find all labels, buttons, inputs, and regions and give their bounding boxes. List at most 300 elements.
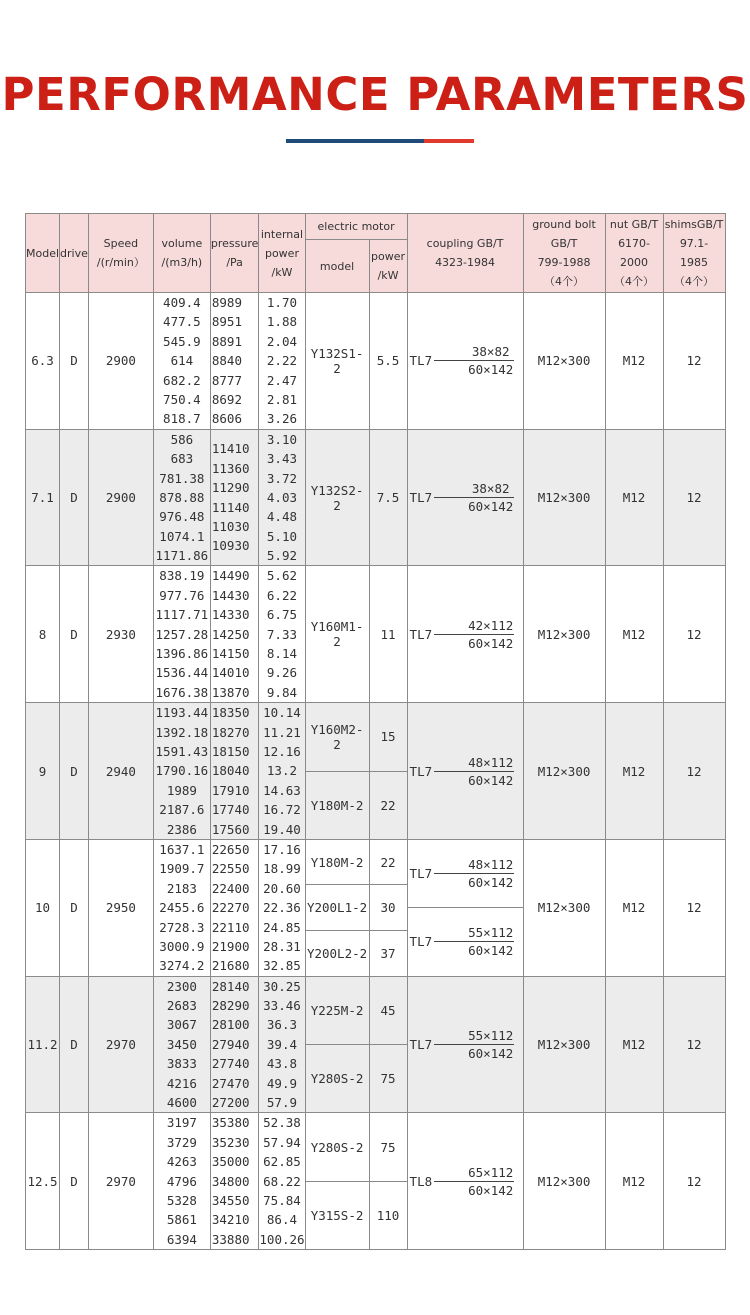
- coupling-type: TL7: [409, 1037, 433, 1053]
- internal-power-cell-value: 24.85: [263, 919, 301, 935]
- volume-cell-value: 1074.1: [159, 528, 205, 544]
- coupling-denominator: 60×142: [468, 362, 514, 378]
- ground-bolt-cell: M12×300: [523, 839, 605, 976]
- speed-cell: 2970: [88, 976, 153, 1113]
- pressure-cell-stack: [211, 703, 259, 839]
- nut-cell: M12: [605, 839, 663, 976]
- pressure-cell-value: 11290: [211, 480, 250, 496]
- volume-cell-value: 1989: [166, 782, 197, 798]
- drive-cell: D: [60, 1113, 89, 1250]
- volume-cell: [153, 1113, 210, 1250]
- motor-power: 15: [369, 703, 407, 771]
- drive-cell: D: [60, 566, 89, 703]
- volume-cell-value: 2300: [166, 978, 197, 994]
- motor-model: [305, 293, 369, 430]
- pressure-cell: [210, 566, 259, 703]
- volume-cell-value: 977.76: [159, 587, 205, 603]
- coupling-denominator: 60×142: [468, 943, 514, 959]
- internal-power-cell-value: 19.40: [263, 821, 301, 837]
- pressure-cell-value: 17740: [211, 802, 250, 818]
- volume-cell-value: 1257.28: [155, 626, 209, 642]
- speed-cell: 2970: [88, 1113, 153, 1250]
- volume-cell-value: 3833: [166, 1056, 197, 1072]
- volume-cell-value: 750.4: [163, 391, 201, 407]
- pressure-cell-value: 34800: [211, 1173, 250, 1189]
- volume-cell-value: 2683: [166, 998, 197, 1014]
- coupling-denominator: 60×142: [468, 772, 514, 788]
- coupling-numerator: 42×112: [434, 618, 514, 635]
- pressure-cell-stack: [211, 977, 259, 1113]
- pressure-cell-value: 14490: [211, 568, 250, 584]
- pressure-cell-value: 18270: [211, 724, 250, 740]
- parameters-body: [26, 293, 726, 1250]
- pressure-cell-value: 8777: [211, 372, 242, 388]
- pressure-cell-value: 11410: [211, 441, 250, 457]
- internal-power-cell-value: 7.33: [266, 626, 298, 642]
- motor-model: [305, 1113, 369, 1181]
- motor-model: [305, 931, 369, 977]
- internal-power-cell-value: 3.43: [266, 451, 298, 467]
- speed-cell: 2950: [88, 839, 153, 976]
- internal-power-cell: [259, 1113, 305, 1250]
- coupling-fraction: [434, 1165, 514, 1198]
- title-divider-red: [424, 139, 474, 143]
- internal-power-cell: [259, 566, 305, 703]
- pressure-cell-value: 27470: [211, 1075, 250, 1091]
- volume-cell-value: 477.5: [163, 314, 201, 330]
- pressure-cell-value: 21680: [211, 958, 250, 974]
- shims-cell: 12: [663, 566, 725, 703]
- motor-model-line: Y160M1-: [310, 619, 364, 635]
- coupling-fraction: [434, 1028, 514, 1061]
- coupling-type: TL7: [409, 490, 433, 506]
- drive-cell: D: [60, 839, 89, 976]
- internal-power-cell-value: 14.63: [263, 782, 301, 798]
- volume-cell-value: 2455.6: [159, 900, 205, 916]
- volume-cell-value: 614: [170, 353, 194, 369]
- internal-power-cell-stack: [259, 703, 304, 839]
- volume-cell-value: 2183: [166, 880, 197, 896]
- coupling-type: TL7: [409, 934, 433, 950]
- speed-cell: 2900: [88, 429, 153, 566]
- internal-power-cell-value: 2.81: [266, 391, 298, 407]
- header-drive: drive: [60, 214, 89, 293]
- volume-cell-stack: [154, 293, 210, 429]
- volume-cell-value: 1193.44: [155, 705, 209, 721]
- drive-cell: D: [60, 429, 89, 566]
- volume-cell-value: 2728.3: [159, 919, 205, 935]
- coupling-cell: [407, 976, 523, 1113]
- volume-cell-value: 4216: [166, 1075, 197, 1091]
- motor-model: [305, 1045, 369, 1113]
- motor-model: [305, 429, 369, 566]
- table-row: [26, 703, 726, 771]
- volume-cell-stack: [154, 840, 210, 976]
- pressure-cell-value: 8692: [211, 391, 242, 407]
- internal-power-cell-stack: [259, 293, 304, 429]
- internal-power-cell-value: 49.9: [266, 1075, 298, 1091]
- internal-power-cell-value: 2.22: [266, 353, 298, 369]
- volume-cell-value: 781.38: [159, 470, 205, 486]
- internal-power-cell-value: 5.62: [266, 568, 298, 584]
- motor-model: [305, 703, 369, 771]
- internal-power-cell-value: 5.92: [266, 548, 298, 564]
- internal-power-cell: [259, 976, 305, 1113]
- pressure-cell-value: 18350: [211, 705, 250, 721]
- coupling-numerator: 55×112: [434, 925, 514, 942]
- motor-model-line: Y160M2-: [310, 721, 364, 737]
- pressure-cell-value: 8840: [211, 353, 242, 369]
- internal-power-cell-value: 16.72: [263, 802, 301, 818]
- volume-cell-value: 1676.38: [155, 684, 209, 700]
- coupling-cell: [407, 293, 523, 430]
- header-coupling: coupling GB/T 4323-1984: [407, 214, 523, 293]
- motor-model-line: Y280S-2: [310, 1071, 364, 1087]
- pressure-cell: [210, 293, 259, 430]
- motor-model: [305, 771, 369, 839]
- pressure-cell-value: 17910: [211, 782, 250, 798]
- nut-cell: M12: [605, 293, 663, 430]
- volume-cell-value: 2386: [166, 821, 197, 837]
- motor-power: 11: [369, 566, 407, 703]
- ground-bolt-cell: M12×300: [523, 293, 605, 430]
- volume-cell-value: 3729: [166, 1134, 197, 1150]
- volume-cell-value: 3000.9: [159, 938, 205, 954]
- internal-power-cell-value: 39.4: [266, 1036, 298, 1052]
- motor-model-line: Y200L2-2: [306, 945, 368, 961]
- coupling-type: TL7: [409, 626, 433, 642]
- header-pressure: pressure /Pa: [210, 214, 259, 293]
- header-internal-power: internal power /kW: [259, 214, 305, 293]
- table-row: [26, 293, 726, 430]
- volume-cell-value: 3197: [166, 1115, 197, 1131]
- header-electric-motor: electric motor: [305, 214, 407, 240]
- internal-power-cell-stack: [259, 840, 304, 976]
- header-motor-power: power /kW: [369, 240, 407, 293]
- internal-power-cell-value: 6.22: [266, 587, 298, 603]
- pressure-cell: [210, 839, 259, 976]
- pressure-cell-value: 22270: [211, 900, 250, 916]
- coupling-type: TL7: [409, 353, 433, 369]
- pressure-cell-value: 8606: [211, 411, 242, 427]
- motor-model-line: 2: [333, 497, 341, 513]
- volume-cell-value: 1637.1: [159, 841, 205, 857]
- volume-cell-value: 5328: [166, 1192, 197, 1208]
- internal-power-cell-value: 33.46: [263, 998, 301, 1014]
- coupling-denominator: 60×142: [468, 1046, 514, 1062]
- pressure-cell-value: 8891: [211, 333, 242, 349]
- volume-cell-value: 409.4: [163, 295, 201, 310]
- motor-model-line: 2: [333, 634, 341, 650]
- shims-cell: 12: [663, 976, 725, 1113]
- pressure-cell-value: 27940: [211, 1036, 250, 1052]
- volume-cell-value: 3067: [166, 1017, 197, 1033]
- model-cell: 12.5: [26, 1113, 60, 1250]
- pressure-cell-value: 35380: [211, 1115, 250, 1131]
- coupling-type: TL7: [409, 763, 433, 779]
- pressure-cell-value: 8951: [211, 314, 242, 330]
- coupling-numerator: 48×112: [434, 755, 514, 772]
- internal-power-cell-value: 2.47: [266, 372, 298, 388]
- pressure-cell: [210, 429, 259, 566]
- shims-cell: 12: [663, 703, 725, 840]
- page-title: PERFORMANCE PARAMETERS: [1, 68, 749, 121]
- speed-cell: 2940: [88, 703, 153, 840]
- internal-power-cell-value: 6.75: [266, 607, 298, 623]
- motor-model-line: 2: [333, 736, 341, 752]
- volume-cell-value: 5861: [166, 1212, 197, 1228]
- coupling-type: TL8: [409, 1173, 433, 1189]
- pressure-cell-value: 14150: [211, 646, 250, 662]
- volume-cell: [153, 839, 210, 976]
- internal-power-cell-value: 36.3: [266, 1017, 298, 1033]
- pressure-cell-value: 14330: [211, 607, 250, 623]
- volume-cell-value: 818.7: [163, 411, 201, 427]
- speed-cell: 2900: [88, 293, 153, 430]
- internal-power-cell-value: 9.84: [266, 684, 298, 700]
- volume-cell: [153, 566, 210, 703]
- nut-cell: M12: [605, 566, 663, 703]
- motor-power: 5.5: [369, 293, 407, 430]
- internal-power-cell-value: 4.48: [266, 509, 298, 525]
- model-cell: 6.3: [26, 293, 60, 430]
- coupling-cell: [407, 703, 523, 840]
- table-row: [26, 566, 726, 703]
- shims-cell: 12: [663, 839, 725, 976]
- internal-power-cell-value: 3.72: [266, 470, 298, 486]
- internal-power-cell-value: 57.9: [266, 1095, 298, 1111]
- pressure-cell-value: 35000: [211, 1154, 250, 1170]
- coupling-cell: [407, 566, 523, 703]
- internal-power-cell-value: 43.8: [266, 1056, 298, 1072]
- parameters-table: [25, 213, 726, 1250]
- model-cell: 9: [26, 703, 60, 840]
- ground-bolt-cell: M12×300: [523, 566, 605, 703]
- ground-bolt-cell: M12×300: [523, 429, 605, 566]
- motor-power: 37: [369, 931, 407, 977]
- ground-bolt-cell: M12×300: [523, 976, 605, 1113]
- motor-model-line: Y280S-2: [310, 1139, 364, 1155]
- motor-power: 22: [369, 771, 407, 839]
- internal-power-cell-value: 18.99: [263, 861, 301, 877]
- internal-power-cell: [259, 429, 305, 566]
- coupling-fraction: [434, 344, 514, 377]
- coupling-numerator: 38×82: [434, 481, 514, 498]
- pressure-cell-stack: [211, 439, 259, 555]
- pressure-cell-value: 22110: [211, 919, 250, 935]
- motor-power: 45: [369, 976, 407, 1044]
- model-cell: 11.2: [26, 976, 60, 1113]
- pressure-cell: [210, 1113, 259, 1250]
- pressure-cell-value: 22400: [211, 880, 250, 896]
- volume-cell-value: 545.9: [163, 333, 201, 349]
- pressure-cell: [210, 976, 259, 1113]
- coupling-denominator: 60×142: [468, 1182, 514, 1198]
- motor-model-line: Y200L1-2: [306, 900, 368, 916]
- internal-power-cell-value: 22.36: [263, 900, 301, 916]
- table-row: [26, 1113, 726, 1181]
- pressure-cell-value: 28100: [211, 1017, 250, 1033]
- motor-model-line: Y132S1-: [310, 345, 364, 361]
- header-volume: volume /(m3/h): [153, 214, 210, 293]
- coupling-denominator: 60×142: [468, 875, 514, 891]
- pressure-cell-value: 14430: [211, 587, 250, 603]
- header-ground-bolt: ground bolt GB/T 799-1988 （4个）: [523, 214, 605, 293]
- title-divider-blue: [286, 139, 424, 143]
- internal-power-cell-value: 12.16: [263, 743, 301, 759]
- pressure-cell-value: 11140: [211, 499, 250, 515]
- volume-cell-value: 4600: [166, 1095, 197, 1111]
- motor-power: 75: [369, 1113, 407, 1181]
- internal-power-cell-value: 62.85: [263, 1154, 301, 1170]
- internal-power-cell-value: 8.14: [266, 646, 298, 662]
- internal-power-cell-stack: [259, 566, 304, 702]
- model-cell: 10: [26, 839, 60, 976]
- motor-model: [305, 976, 369, 1044]
- volume-cell-value: 1536.44: [155, 665, 209, 681]
- pressure-cell-value: 34210: [211, 1212, 250, 1228]
- internal-power-cell-value: 30.25: [263, 978, 301, 994]
- internal-power-cell-value: 20.60: [263, 880, 301, 896]
- motor-model-line: Y180M-2: [310, 797, 364, 813]
- volume-cell-stack: [154, 703, 210, 839]
- coupling-numerator: 55×112: [434, 1028, 514, 1045]
- volume-cell-value: 6394: [166, 1231, 197, 1247]
- volume-cell-value: 1171.86: [155, 548, 209, 564]
- internal-power-cell-stack: [259, 1113, 304, 1249]
- pressure-cell-value: 27740: [211, 1056, 250, 1072]
- speed-cell: 2930: [88, 566, 153, 703]
- internal-power-cell: [259, 293, 305, 430]
- volume-cell-value: 586: [170, 431, 194, 447]
- volume-cell-value: 1396.86: [155, 646, 209, 662]
- pressure-cell-stack: [211, 293, 259, 429]
- motor-model: [305, 839, 369, 884]
- coupling-fraction: [434, 481, 514, 514]
- ground-bolt-cell: M12×300: [523, 703, 605, 840]
- volume-cell-value: 3450: [166, 1036, 197, 1052]
- volume-cell-value: 878.88: [159, 489, 205, 505]
- shims-cell: 12: [663, 1113, 725, 1250]
- motor-power: 7.5: [369, 429, 407, 566]
- drive-cell: D: [60, 703, 89, 840]
- pressure-cell-value: 28140: [211, 978, 250, 994]
- model-cell: 7.1: [26, 429, 60, 566]
- motor-model: [305, 1181, 369, 1249]
- volume-cell-stack: [154, 1113, 210, 1249]
- shims-cell: 12: [663, 293, 725, 430]
- internal-power-cell-stack: [259, 430, 304, 566]
- volume-cell-value: 4263: [166, 1154, 197, 1170]
- coupling-type: TL7: [409, 866, 433, 882]
- internal-power-cell-value: 1.70: [266, 295, 298, 310]
- internal-power-cell-value: 75.84: [263, 1192, 301, 1208]
- pressure-cell-value: 27200: [211, 1095, 250, 1111]
- internal-power-cell-value: 3.10: [266, 431, 298, 447]
- ground-bolt-cell: M12×300: [523, 1113, 605, 1250]
- nut-cell: M12: [605, 1113, 663, 1250]
- internal-power-cell-value: 57.94: [263, 1134, 301, 1150]
- pressure-cell-value: 34550: [211, 1192, 250, 1208]
- internal-power-cell-value: 3.26: [266, 411, 298, 427]
- motor-power: 75: [369, 1045, 407, 1113]
- motor-power: 110: [369, 1181, 407, 1249]
- header-motor-model: model: [305, 240, 369, 293]
- pressure-cell-stack: [211, 566, 259, 702]
- volume-cell: [153, 703, 210, 840]
- nut-cell: M12: [605, 429, 663, 566]
- internal-power-cell-value: 4.03: [266, 489, 298, 505]
- motor-power: 30: [369, 885, 407, 931]
- volume-cell-stack: [154, 430, 210, 566]
- pressure-cell-stack: [211, 840, 259, 976]
- coupling-fraction: [434, 925, 514, 958]
- coupling-numerator: 48×112: [434, 857, 514, 874]
- internal-power-cell-value: 86.4: [266, 1212, 298, 1228]
- coupling-cell: [407, 1113, 523, 1250]
- motor-power: 22: [369, 839, 407, 884]
- volume-cell-value: 976.48: [159, 509, 205, 525]
- pressure-cell-value: 33880: [211, 1231, 250, 1247]
- motor-model-line: Y180M-2: [310, 854, 364, 870]
- header-model: Model: [26, 214, 60, 293]
- coupling-denominator: 60×142: [468, 635, 514, 651]
- volume-cell-value: 1790.16: [155, 763, 209, 779]
- pressure-cell-value: 22650: [211, 841, 250, 857]
- coupling-fraction: [434, 755, 514, 788]
- volume-cell-value: 1392.18: [155, 724, 209, 740]
- coupling-numerator: 65×112: [434, 1165, 514, 1182]
- volume-cell-value: 3274.2: [159, 958, 205, 974]
- pressure-cell-value: 22550: [211, 861, 250, 877]
- internal-power-cell: [259, 839, 305, 976]
- internal-power-cell-value: 52.38: [263, 1115, 301, 1131]
- internal-power-cell-value: 100.26: [259, 1231, 305, 1247]
- motor-model-line: Y225M-2: [310, 1002, 364, 1018]
- volume-cell-value: 1591.43: [155, 743, 209, 759]
- motor-model-line: Y132S2-: [310, 482, 364, 498]
- volume-cell: [153, 293, 210, 430]
- internal-power-cell-value: 13.2: [266, 763, 298, 779]
- coupling-fraction: [434, 618, 514, 651]
- pressure-cell-value: 10930: [211, 538, 250, 554]
- internal-power-cell-value: 1.88: [266, 314, 298, 330]
- internal-power-cell-value: 9.26: [266, 665, 298, 681]
- motor-model: [305, 885, 369, 931]
- internal-power-cell-value: 11.21: [263, 724, 301, 740]
- pressure-cell-value: 11360: [211, 460, 250, 476]
- motor-model: [305, 566, 369, 703]
- coupling-cell: [407, 429, 523, 566]
- nut-cell: M12: [605, 976, 663, 1113]
- internal-power-cell-value: 17.16: [263, 841, 301, 857]
- pressure-cell-value: 11030: [211, 518, 250, 534]
- volume-cell-stack: [154, 977, 210, 1113]
- coupling-fraction: [434, 857, 514, 890]
- pressure-cell-stack: [211, 1113, 259, 1249]
- table-row: [26, 429, 726, 566]
- internal-power-cell-value: 2.04: [266, 333, 298, 349]
- volume-cell-value: 2187.6: [159, 802, 205, 818]
- pressure-cell-value: 28290: [211, 998, 250, 1014]
- header-shims: shimsGB/T 97.1- 1985 （4个）: [663, 214, 725, 293]
- coupling-denominator: 60×142: [468, 499, 514, 515]
- volume-cell: [153, 976, 210, 1113]
- volume-cell-value: 1909.7: [159, 861, 205, 877]
- coupling-cell: [407, 908, 523, 977]
- pressure-cell-value: 13870: [211, 684, 250, 700]
- motor-model-line: Y315S-2: [310, 1207, 364, 1223]
